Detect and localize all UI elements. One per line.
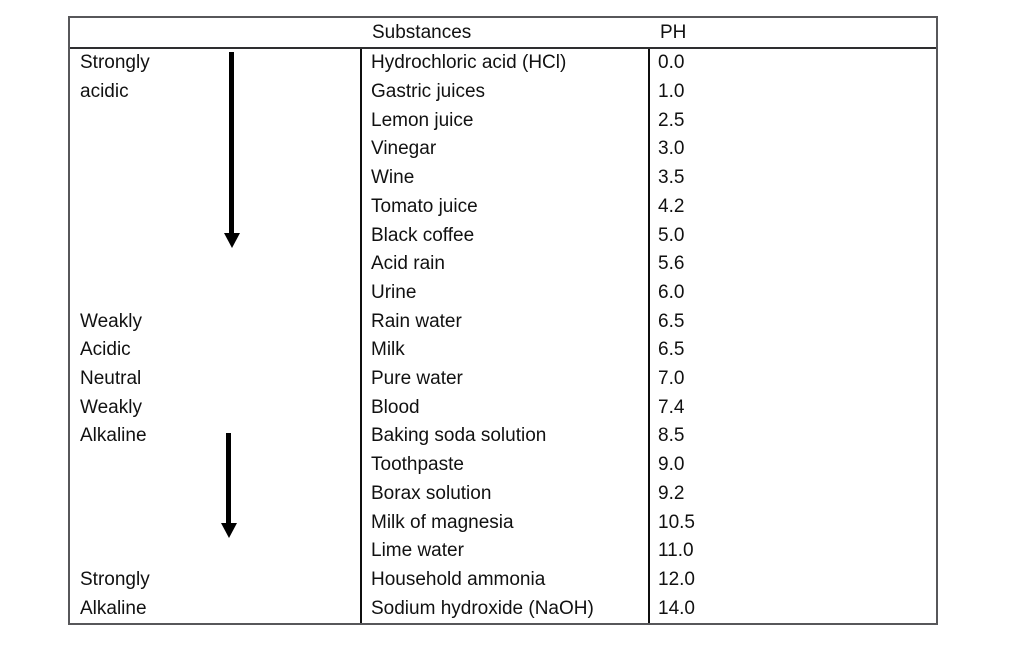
arrow-shaft <box>226 433 231 523</box>
ph-cell: 3.0 <box>658 138 685 160</box>
ph-table <box>68 16 938 625</box>
ph-column <box>650 49 936 623</box>
category-cell: Strongly <box>80 569 150 590</box>
ph-cell: 9.0 <box>658 454 685 476</box>
increasing-acidity-down-arrow-icon <box>223 52 240 248</box>
substance-cell: Black coffee <box>371 224 475 246</box>
substance-cell: Hydrochloric acid (HCl) <box>371 52 567 74</box>
substance-cell: Lime water <box>371 540 464 562</box>
ph-cell: 1.0 <box>658 81 685 103</box>
substance-cell: Baking soda solution <box>371 425 547 447</box>
category-cell <box>70 164 360 193</box>
category-cell <box>70 279 360 308</box>
category-cell <box>70 480 360 509</box>
category-cell: acidic <box>80 81 129 103</box>
ph-cell: 6.5 <box>658 310 685 332</box>
ph-cell: 8.5 <box>658 425 685 447</box>
substance-cell: Gastric juices <box>371 81 486 103</box>
category-cell: Neutral <box>80 368 142 390</box>
category-cell: Weakly <box>80 310 142 332</box>
substances-column <box>362 49 650 623</box>
substance-cell: Rain water <box>371 310 462 332</box>
substance-cell: Pure water <box>371 368 463 390</box>
arrow-shaft <box>229 52 234 233</box>
ph-cell: 14.0 <box>658 597 695 619</box>
ph-cell: 7.0 <box>658 368 685 390</box>
header-substances: Substances <box>372 21 472 43</box>
ph-cell: 10.5 <box>658 511 695 533</box>
category-cell: Alkaline <box>80 597 147 619</box>
category-cell <box>70 250 360 279</box>
substance-cell: Borax solution <box>371 482 492 504</box>
category-cell: Alkaline <box>80 425 147 447</box>
category-cell <box>70 193 360 222</box>
substance-cell: Sodium hydroxide (NaOH) <box>371 597 594 619</box>
substance-cell: Lemon juice <box>371 109 474 131</box>
table-body <box>70 49 936 623</box>
category-cell <box>70 106 360 135</box>
ph-cell: 4.2 <box>658 195 685 217</box>
ph-cell: 3.5 <box>658 167 685 189</box>
substance-cell: Urine <box>371 281 417 303</box>
substance-cell: Tomato juice <box>371 195 478 217</box>
category-cell <box>70 451 360 480</box>
increasing-alkalinity-down-arrow-icon <box>220 433 237 538</box>
ph-cell: 6.0 <box>658 281 685 303</box>
header-ph: PH <box>660 21 687 43</box>
category-cell: Acidic <box>80 339 131 361</box>
ph-cell: 9.2 <box>658 482 685 504</box>
arrow-head <box>224 233 240 248</box>
substance-cell: Wine <box>371 167 415 189</box>
category-cell <box>70 135 360 164</box>
substance-cell: Blood <box>371 396 420 418</box>
ph-cell: 5.0 <box>658 224 685 246</box>
table-header-row <box>70 18 936 49</box>
substance-cell: Vinegar <box>371 138 437 160</box>
ph-cell: 5.6 <box>658 253 685 275</box>
substance-cell: Milk <box>371 339 405 361</box>
substance-cell: Milk of magnesia <box>371 511 514 533</box>
ph-cell: 6.5 <box>658 339 685 361</box>
category-cell <box>70 537 360 566</box>
substance-cell: Acid rain <box>371 253 445 275</box>
substance-cell: Household ammonia <box>371 569 546 590</box>
ph-cell: 7.4 <box>658 396 685 418</box>
ph-cell: 0.0 <box>658 52 685 74</box>
substance-cell: Toothpaste <box>371 454 464 476</box>
category-cell: Weakly <box>80 396 142 418</box>
category-cell: Strongly <box>80 52 150 74</box>
category-cell <box>70 508 360 537</box>
category-column <box>70 49 362 623</box>
ph-cell: 11.0 <box>658 540 694 562</box>
ph-cell: 12.0 <box>658 569 695 590</box>
arrow-head <box>221 523 237 538</box>
ph-cell: 2.5 <box>658 109 685 131</box>
category-cell <box>70 221 360 250</box>
